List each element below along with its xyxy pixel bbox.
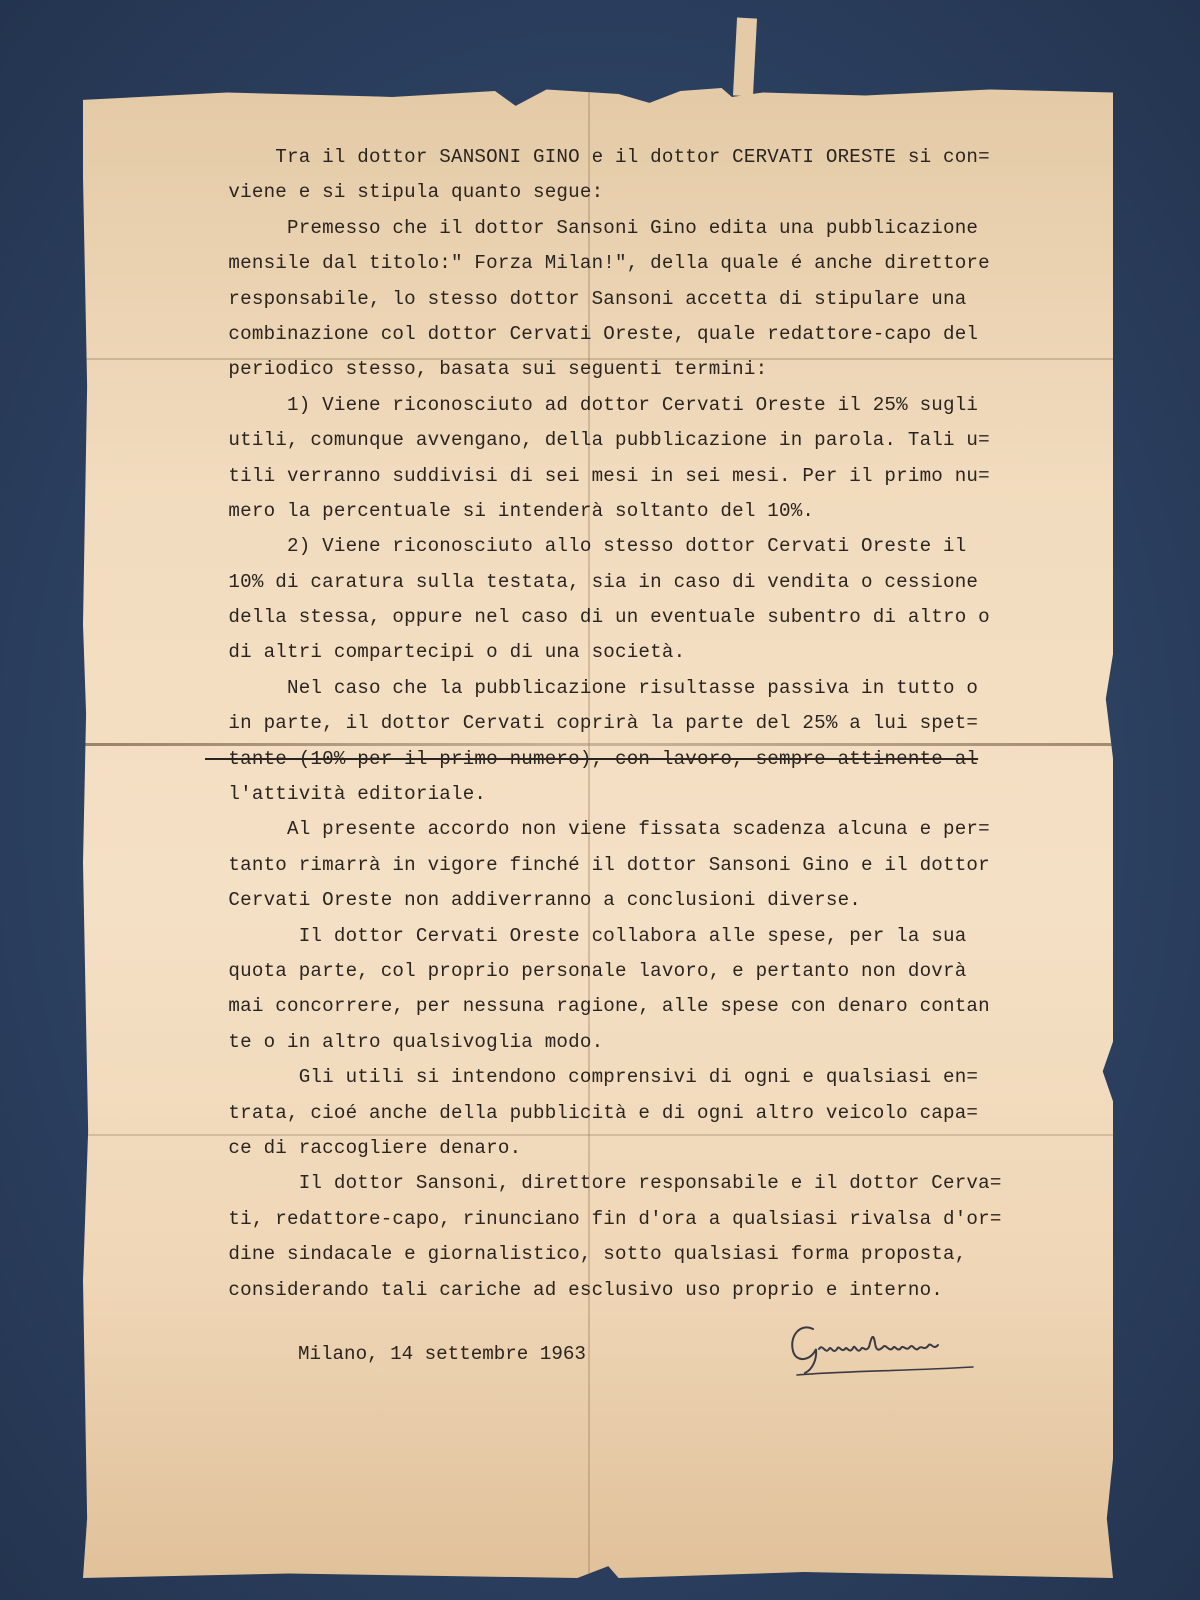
agreement-body bbox=[205, 140, 1085, 1308]
text-line: utili, comunque avvengano, della pubblicazione in parola. Tali u= bbox=[205, 429, 990, 452]
text-line: ce di raccogliere denaro. bbox=[205, 1136, 522, 1159]
text-line: viene e si stipula quanto segue: bbox=[205, 181, 604, 204]
text-line: Tra il dottor SANSONI GINO e il dottor CERVATI ORESTE si con= bbox=[205, 146, 990, 168]
text-line: tanto rimarrà in vigore finché il dottor Sansoni Gino e il dottor bbox=[205, 853, 990, 876]
text-line: Gli utili si intendono comprensivi di ogni e qualsiasi en= bbox=[205, 1066, 979, 1089]
text-line: 10% di caratura sulla testata, sia in caso di vendita o cessione bbox=[205, 570, 979, 593]
text-line: tili verranno suddivisi di sei mesi in sei mesi. Per il primo nu= bbox=[205, 464, 990, 487]
text-line: Nel caso che la pubblicazione risultasse passiva in tutto o bbox=[205, 676, 979, 699]
text-line: 2) Viene riconosciuto allo stesso dottor Cervati Oreste il bbox=[205, 535, 967, 558]
text-line: della stessa, oppure nel caso di un eventuale subentro di altro o bbox=[205, 606, 990, 629]
handwritten-signature bbox=[783, 1315, 983, 1385]
text-line: Premesso che il dottor Sansoni Gino edita una pubblicazione bbox=[205, 216, 979, 239]
text-line: mai concorrere, per nessuna ragione, alle spese con denaro contan bbox=[205, 995, 990, 1018]
text-line: responsabile, lo stesso dottor Sansoni accetta di stipulare una bbox=[205, 287, 967, 310]
text-line: considerando tali cariche ad esclusivo uso proprio e interno. bbox=[205, 1278, 944, 1301]
text-line: dine sindacale e giornalistico, sotto qualsiasi forma proposta, bbox=[205, 1243, 967, 1266]
text-line: Il dottor Sansoni, direttore responsabile e il dottor Cerva= bbox=[205, 1172, 1002, 1195]
text-line: in parte, il dottor Cervati coprirà la parte del 25% a lui spet= bbox=[205, 712, 979, 735]
struck-text-line: tante (10% per il primo numero), con lavoro, sempre attinente al bbox=[205, 747, 979, 770]
text-line: quota parte, col proprio personale lavoro, e pertanto non dovrà bbox=[205, 959, 967, 982]
text-line: l'attività editoriale. bbox=[205, 783, 487, 806]
date-place: Milano, 14 settembre 1963 bbox=[298, 1343, 586, 1365]
text-line: mero la percentuale si intenderà soltanto del 10%. bbox=[205, 499, 815, 522]
text-line: ti, redattore-capo, rinunciano fin d'ora a qualsiasi rivalsa d'or= bbox=[205, 1207, 1002, 1230]
text-line: Il dottor Cervati Oreste collabora alle spese, per la sua bbox=[205, 924, 967, 947]
text-line: combinazione col dottor Cervati Oreste, quale redattore-capo del bbox=[205, 322, 979, 345]
text-line: Al presente accordo non viene fissata scadenza alcuna e per= bbox=[205, 818, 990, 841]
text-line: mensile dal titolo:" Forza Milan!", della quale é anche direttore bbox=[205, 252, 990, 275]
torn-paper-tab bbox=[733, 18, 757, 97]
text-line: 1) Viene riconosciuto ad dottor Cervati Oreste il 25% sugli bbox=[205, 393, 979, 416]
text-line: te o in altro qualsivoglia modo. bbox=[205, 1030, 604, 1053]
text-line: di altri compartecipi o di una società. bbox=[205, 641, 686, 664]
text-line: trata, cioé anche della pubblicità e di ogni altro veicolo capa= bbox=[205, 1101, 979, 1124]
text-line: Cervati Oreste non addiverranno a conclusioni diverse. bbox=[205, 889, 862, 912]
text-line: periodico stesso, basata sui seguenti termini: bbox=[205, 358, 768, 381]
